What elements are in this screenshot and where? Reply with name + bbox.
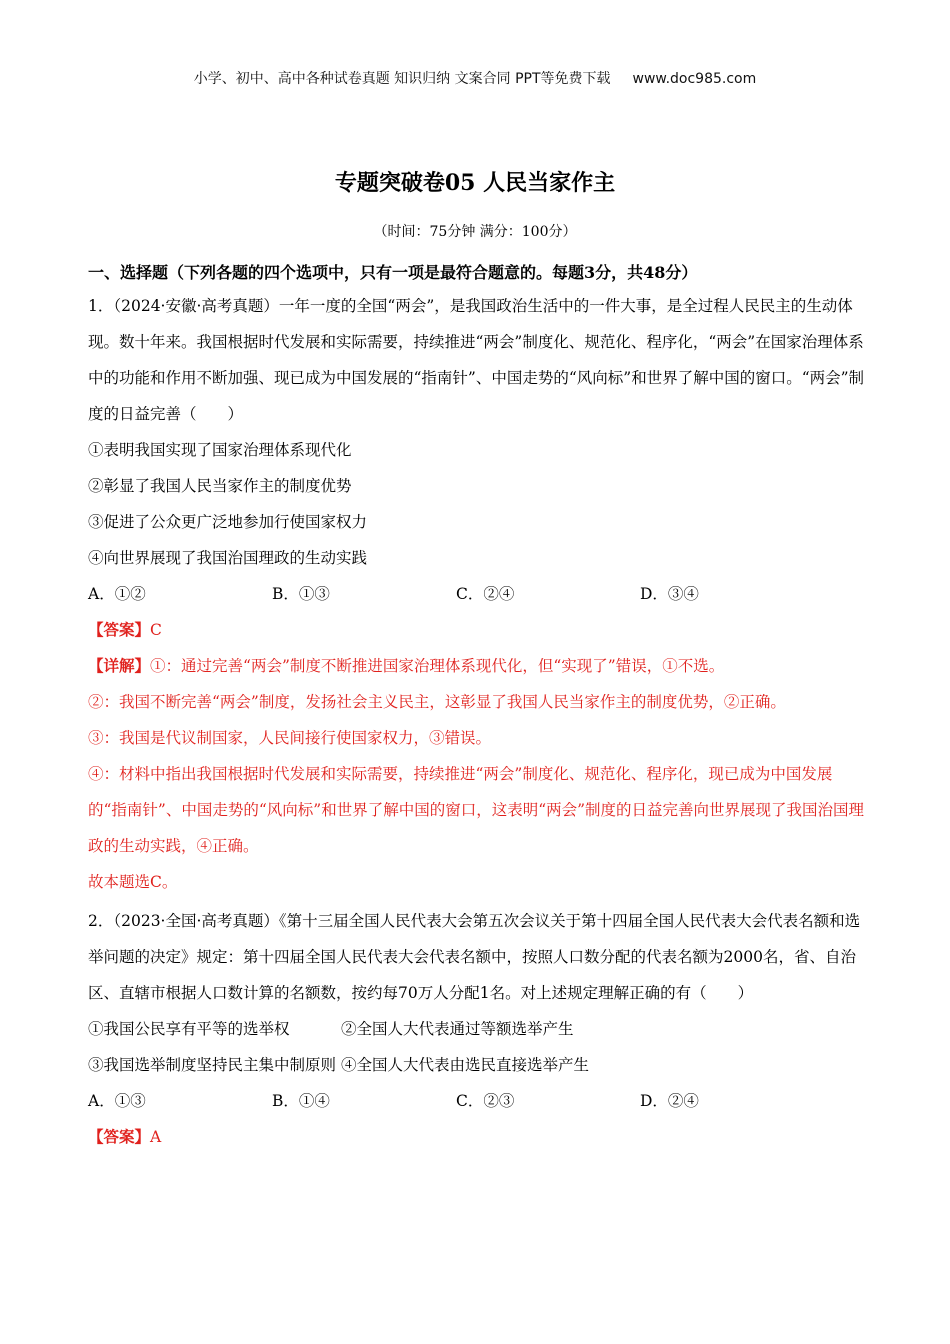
option-c: C．②④ bbox=[456, 585, 515, 603]
section-heading: 一、选择题（下列各题的四个选项中，只有一项是最符合题意的。每题3分，共48分） bbox=[88, 263, 698, 282]
choice-item: ④向世界展现了我国治国理政的生动实践 bbox=[88, 549, 368, 567]
answer-value: A bbox=[150, 1128, 162, 1146]
answer-line bbox=[88, 612, 866, 648]
detail-text: ①：通过完善“两会”制度不断推进国家治理体系现代化，但“实现了”错误，①不选。 bbox=[150, 657, 725, 675]
question-2 bbox=[88, 903, 866, 1155]
answer-value: C bbox=[150, 621, 162, 639]
option-a: A．①② bbox=[88, 585, 146, 603]
choice-row bbox=[88, 1011, 866, 1047]
choice-item: ②全国人大代表通过等额选举产生 bbox=[341, 1020, 574, 1038]
detail-line bbox=[88, 648, 866, 684]
choice-item: ③促进了公众更广泛地参加行使国家权力 bbox=[88, 513, 368, 531]
answer-label: 【答案】 bbox=[88, 1127, 151, 1146]
page-title: 专题突破卷05 人民当家作主 bbox=[334, 170, 616, 196]
detail-text: ④：材料中指出我国根据时代发展和实际需要，持续推进“两会”制度化、规范化、程序化，现已成为中国发展的“指南针”、中国走势的“风向标”和世界了解中国的窗口，这表明“两会”制度的日益完善向世界展现了我国治国理政的生动实践，④正确。 bbox=[88, 765, 865, 855]
conclusion: 故本题选C。 bbox=[88, 873, 178, 891]
option-b: B．①③ bbox=[272, 585, 330, 603]
choice-item: ①我国公民享有平等的选举权 bbox=[88, 1020, 290, 1038]
option-d: D．③④ bbox=[640, 585, 699, 603]
answer-label: 【答案】 bbox=[88, 620, 151, 639]
detail-text: ②：我国不断完善“两会”制度，发扬社会主义民主，这彰显了我国人民当家作主的制度优势，②正确。 bbox=[88, 693, 786, 711]
detail-text: ③：我国是代议制国家，人民间接行使国家权力，③错误。 bbox=[88, 729, 492, 747]
option-c: C．②③ bbox=[456, 1092, 515, 1110]
detail-label: 【详解】 bbox=[88, 656, 151, 675]
choice-item: ①表明我国实现了国家治理体系现代化 bbox=[88, 441, 352, 459]
choice-item: ②彰显了我国人民当家作主的制度优势 bbox=[88, 477, 352, 495]
choice-item: ③我国选举制度坚持民主集中制原则 bbox=[88, 1056, 337, 1074]
option-b: B．①④ bbox=[272, 1092, 330, 1110]
choice-item: ④全国人大代表由选民直接选举产生 bbox=[341, 1056, 590, 1074]
option-d: D．②④ bbox=[640, 1092, 699, 1110]
page-header bbox=[0, 68, 950, 88]
header-url[interactable]: www.doc985.com bbox=[632, 71, 757, 87]
option-a: A．①③ bbox=[88, 1092, 146, 1110]
choice-row bbox=[88, 1047, 866, 1083]
answer-options bbox=[88, 1083, 866, 1119]
question-1 bbox=[88, 288, 866, 900]
answer-options bbox=[88, 576, 866, 612]
exam-info: （时间：75分钟 满分：100分） bbox=[373, 224, 577, 240]
question-stem: 2．（2023·全国·高考真题）《第十三届全国人民代表大会第五次会议关于第十四届全国人民代表大会代表名额和选举问题的决定》规定：第十四届全国人民代表大会代表名额中，按照人口数分配的代表名额为2000名，省、自治区、直辖市根据人口数计算的名额数，按约每70万人分配1名。对上述规定理解正确的有（ ） bbox=[88, 912, 861, 1002]
question-stem: 1．（2024·安徽·高考真题）一年一度的全国“两会”，是我国政治生活中的一件大事，是全过程人民民主的生动体现。数十年来。我国根据时代发展和实际需要，持续推进“两会”制度化、规范化、程序化，“两会”在国家治理体系中的功能和作用不断加强、现已成为中国发展的“指南针”、中国走势的“风向标”和世界了解中国的窗口。“两会”制度的日益完善（ ） bbox=[88, 297, 865, 423]
header-text: 小学、初中、高中各种试卷真题 知识归纳 文案合同 PPT等免费下载 bbox=[193, 71, 611, 87]
answer-line bbox=[88, 1119, 866, 1155]
